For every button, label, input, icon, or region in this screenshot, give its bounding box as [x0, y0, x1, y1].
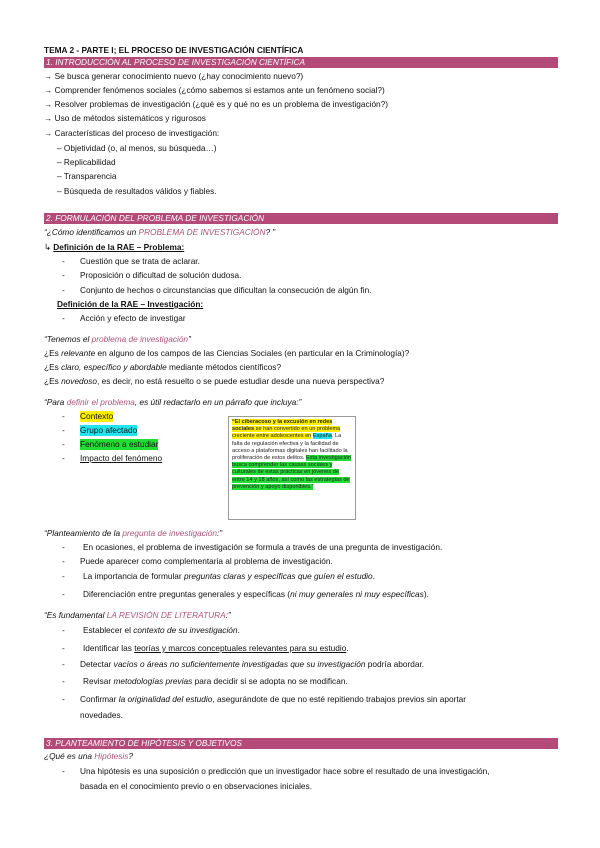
list-item: La importancia de formular preguntas claras y específicas que guíen el estudio.	[83, 571, 375, 581]
list-item: Proposición o dificultad de solución dudosa.	[80, 270, 242, 280]
sub-list-item: – Transparencia	[57, 171, 117, 181]
dash-bullet: -	[62, 556, 65, 566]
section-3-header: 3. PLANTEAMIENTO DE HIPÓTESIS Y OBJETIVOS	[44, 738, 558, 749]
list-item: Acción y efecto de investigar	[80, 313, 186, 323]
section-2-header: 2. FORMULACIÓN DEL PROBLEMA DE INVESTIGACIÓN	[44, 213, 558, 224]
section-2-question: “¿Cómo identificamos un PROBLEMA DE INVESTIGACIÓN? ”	[44, 227, 276, 237]
sub-list-item: – Objetividad (o, al menos, su búsqueda…)	[57, 143, 217, 153]
dash-bullet: -	[62, 694, 65, 704]
dash-bullet: -	[62, 285, 65, 295]
dash-bullet: -	[62, 313, 65, 323]
list-item: → Resolver problemas de investigación (¿qué es y qué no es un problema de investigación?)	[44, 99, 389, 109]
revision-literatura-heading: “Es fundamental LA REVISIÓN DE LITERATURA:”	[44, 610, 231, 620]
dash-bullet: -	[62, 571, 65, 581]
corner-arrow-icon: ↳	[44, 242, 51, 252]
planteamiento-heading: “Planteamiento de la pregunta de investigación:”	[44, 528, 223, 538]
list-item: Puede aparecer como complementaria al problema de investigación.	[80, 556, 333, 566]
list-item: Establecer el contexto de su investigación.	[83, 625, 240, 635]
question-claro: ¿Es claro, específico y abordable mediante métodos científicos?	[44, 362, 282, 372]
dash-bullet: -	[62, 643, 65, 653]
list-item: Detectar vacíos o áreas no suficientemente investigadas que su investigación podría abordar.	[80, 659, 425, 669]
question-relevante: ¿Es relevante en alguno de los campos de las Ciencias Sociales (en particular en la Criminología)?	[44, 348, 410, 358]
example-paragraph-box: “El ciberacoso y la excusión en redes sociales se han convertido en un problema creciente entre adolescentes en España. La falta de regulación efectiva y la facilidad de acceso a plataformas digitales han facilitado la proliferación de estos delitos. Esta investigación busca comprender las causas sociales y culturales de estas prácticas en jóvenes de entre 14 y 18 años, así como las estrategias de prevención y apoyo disponibles.”	[228, 416, 356, 520]
dash-bullet: -	[62, 676, 65, 686]
hipotesis-definition-line1: Una hipótesis es una suposición o predicción que un investigador hace sobre el resultado de una investigación,	[80, 766, 490, 776]
list-item: Revisar metodologías previas para decidir si se adopta no se modifican.	[83, 676, 348, 686]
hipotesis-definition-line2: basada en el conocimiento previo o en observaciones iniciales.	[80, 781, 312, 791]
list-item: Cuestión que se trata de aclarar.	[80, 256, 200, 266]
bullet-impacto: Impacto del fenómeno	[80, 453, 163, 463]
dash-bullet: -	[62, 659, 65, 669]
dash-bullet: -	[62, 439, 65, 449]
list-item-continuation: novedades.	[80, 710, 123, 720]
dash-bullet: -	[62, 425, 65, 435]
bullet-contexto: Contexto	[80, 411, 114, 421]
hipotesis-question: ¿Qué es una Hipótesis?	[44, 751, 134, 761]
sub-list-item: – Replicabilidad	[57, 157, 116, 167]
bullet-grupo-afectado: Grupo afectado	[80, 425, 138, 435]
list-item: Identificar las teorías y marcos conceptuales relevantes para su estudio.	[83, 643, 349, 653]
rae-investigation-heading: Definición de la RAE – Investigación:	[57, 299, 204, 309]
document-title: TEMA 2 - PARTE I; EL PROCESO DE INVESTIGACIÓN CIENTÍFICA	[44, 45, 304, 55]
para-definir-heading: “Para definir el problema, es útil redactarlo en un párrafo que incluya:”	[44, 397, 302, 407]
dash-bullet: -	[62, 542, 65, 552]
dash-bullet: -	[62, 256, 65, 266]
rae-problem-heading: ↳ Definición de la RAE – Problema:	[44, 242, 185, 252]
list-item: Confirmar la originalidad del estudio, asegurándote de que no esté repitiendo trabajos previos sin aportar	[80, 694, 467, 704]
question-novedoso: ¿Es novedoso, es decir, no está resuelto o se puede estudiar desde una nueva perspectiva?	[44, 376, 385, 386]
section-1-header: 1. INTRODUCCIÓN AL PROCESO DE INVESTIGACIÓN CIENTÍFICA	[44, 57, 558, 68]
list-item: En ocasiones, el problema de investigación se formula a través de una pregunta de investigación.	[83, 542, 443, 552]
bullet-fenomeno: Fenómeno a estudiar	[80, 439, 159, 449]
dash-bullet: -	[62, 270, 65, 280]
list-item: Diferenciación entre preguntas generales y específicas (ni muy generales ni muy específicas).	[83, 589, 429, 599]
dash-bullet: -	[62, 453, 65, 463]
list-item: → Se busca generar conocimiento nuevo (¿hay conocimiento nuevo?)	[44, 71, 304, 81]
list-item: → Comprender fenómenos sociales (¿cómo sabemos si estamos ante un fenómeno social?)	[44, 85, 385, 95]
dash-bullet: -	[62, 411, 65, 421]
list-item: → Uso de métodos sistemáticos y rigurosos	[44, 113, 206, 123]
tenemos-heading: “Tenemos el problema de investigación”	[44, 334, 191, 344]
dash-bullet: -	[62, 766, 65, 776]
dash-bullet: -	[62, 589, 65, 599]
list-item: Conjunto de hechos o circunstancias que dificultan la consecución de algún fin.	[80, 285, 372, 295]
dash-bullet: -	[62, 625, 65, 635]
sub-list-item: – Búsqueda de resultados válidos y fiables.	[57, 186, 217, 196]
list-item: → Características del proceso de investigación:	[44, 128, 220, 138]
